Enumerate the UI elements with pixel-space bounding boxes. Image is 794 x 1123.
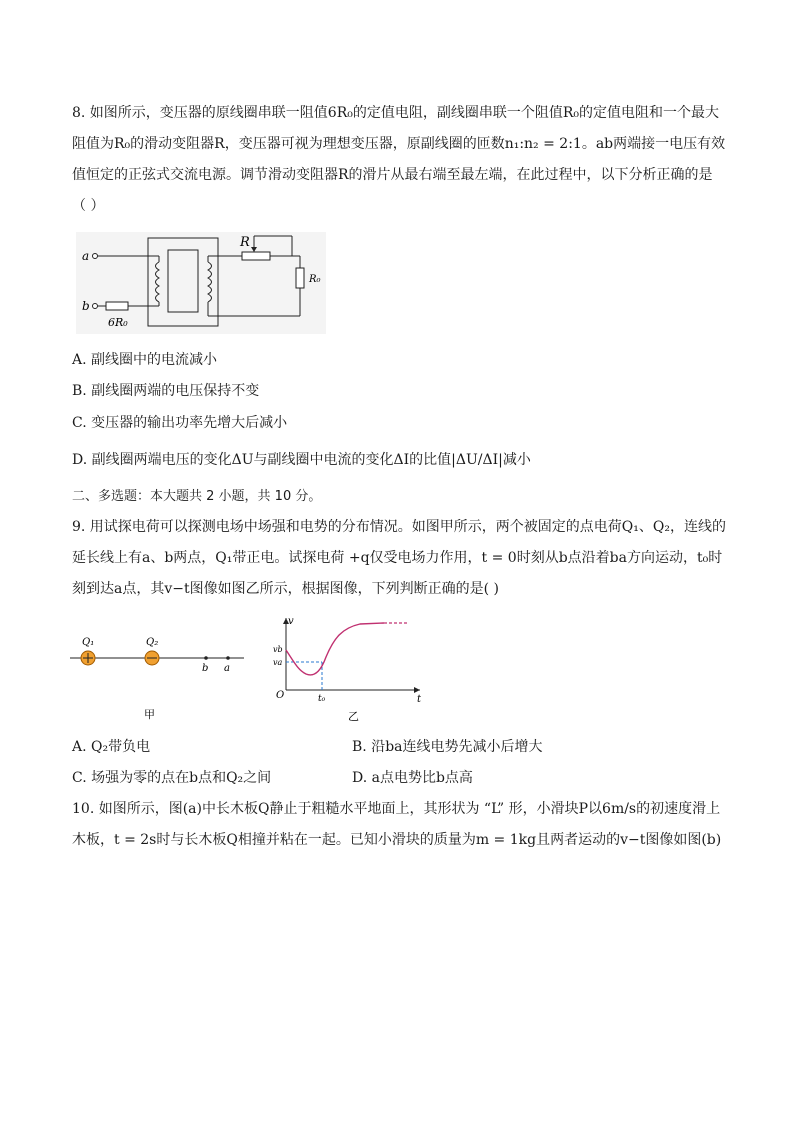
resistor-r0-label: R₀ bbox=[309, 274, 321, 285]
point-a-label: a bbox=[224, 663, 230, 674]
resistor-6r0-label: 6R₀ bbox=[108, 316, 128, 329]
figure-yi-caption: 乙 bbox=[348, 710, 359, 723]
q9-line-1: 9. 用试探电荷可以探测电场中场强和电势的分布情况。如图甲所示，两个被固定的点电荷Q₁、Q₂，连线的 bbox=[72, 519, 726, 535]
q9-line-3: 刻到达a点，其v−t图像如图乙所示，根据图像，下列判断正确的是( ) bbox=[72, 581, 499, 597]
q9-option-b: B. 沿ba连线电势先减小后增大 bbox=[352, 739, 543, 755]
point-b-label: b bbox=[202, 663, 209, 674]
q10-line-1: 10. 如图所示，图(a)中长木板Q静止于粗糙水平地面上，其形状为 “L” 形，小滑块P以6m/s的初速度滑上 bbox=[72, 801, 721, 817]
q9-option-d: D. a点电势比b点高 bbox=[352, 770, 473, 786]
q8-option-c: C. 变压器的输出功率先增大后减小 bbox=[72, 415, 288, 431]
q1-label: Q₁ bbox=[82, 637, 95, 648]
figure-jia-caption: 甲 bbox=[144, 708, 155, 721]
q9-option-c: C. 场强为零的点在b点和Q₂之间 bbox=[72, 770, 272, 786]
q8-line-4: （ ） bbox=[72, 198, 105, 214]
section-header-multi-choice: 二、多选题：本大题共 2 小题，共 10 分。 bbox=[72, 489, 322, 504]
q8-option-a: A. 副线圈中的电流减小 bbox=[72, 352, 218, 368]
origin-label: O bbox=[276, 690, 285, 701]
vb-label: vb bbox=[273, 645, 283, 654]
transformer-circuit-figure bbox=[76, 232, 326, 334]
axis-v-label: v bbox=[288, 616, 294, 627]
q8-option-b: B. 副线圈两端的电压保持不变 bbox=[72, 383, 260, 399]
t0-label: t₀ bbox=[318, 694, 326, 704]
q8-option-d: D. 副线圈两端电压的变化ΔU与副线圈中电流的变化ΔI的比值|ΔU/ΔI|减小 bbox=[72, 452, 531, 468]
axis-t-label: t bbox=[417, 694, 422, 705]
rheostat-r-label: R bbox=[240, 235, 250, 250]
charges-figure-jia bbox=[70, 630, 250, 725]
q8-line-1: 8. 如图所示，变压器的原线圈串联一阻值6R₀的定值电阻，副线圈串联一个阻值R₀的定值电阻和一个最大 bbox=[72, 105, 720, 121]
vt-graph-yi bbox=[270, 612, 430, 724]
terminal-b-label: b bbox=[82, 299, 90, 313]
q9-line-2: 延长线上有a、b两点，Q₁带正电。试探电荷 +q仅受电场力作用，t = 0时刻从b点沿着ba方向运动，t₀时 bbox=[72, 550, 723, 566]
va-label: va bbox=[273, 658, 283, 667]
q9-option-a: A. Q₂带负电 bbox=[72, 739, 151, 755]
q8-line-2: 阻值为R₀的滑动变阻器R，变压器可视为理想变压器，原副线圈的匝数n₁:n₂ = 2:1。ab两端接一电压有效 bbox=[72, 136, 726, 152]
q2-label: Q₂ bbox=[146, 637, 159, 648]
q10-line-2: 木板，t = 2s时与长木板Q相撞并粘在一起。已知小滑块的质量为m = 1kg且两者运动的v−t图像如图(b) bbox=[72, 832, 722, 848]
q8-line-3: 值恒定的正弦式交流电源。调节滑动变阻器R的滑片从最右端至最左端，在此过程中，以下分析正确的是 bbox=[72, 167, 713, 183]
terminal-a-label: a bbox=[82, 249, 90, 263]
